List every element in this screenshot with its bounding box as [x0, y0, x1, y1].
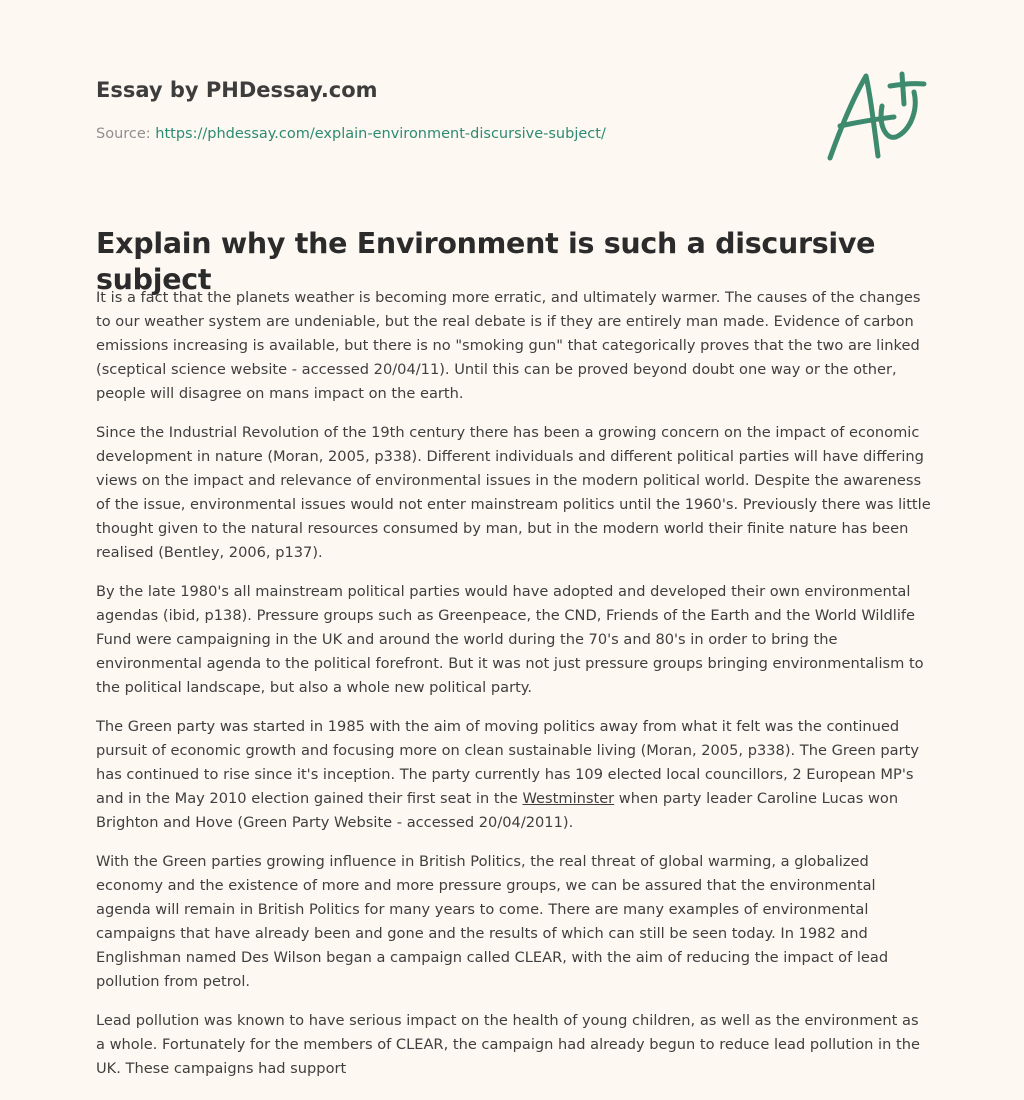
essay-paragraph-4 — [96, 715, 932, 835]
brand-title: Essay by PHDessay.com — [96, 78, 378, 102]
essay-paragraph-2: Since the Industrial Revolution of the 19th century there has been a growing concern on the impact of economic development in nature (Moran, 2005, p338). Different individuals and different political parties will have differing views on the impact and relevance of environmental issues in the modern political world. Despite the awareness of the issue, environmental issues would not enter mainstream politics until the 1960's. Previously there was little thought given to the natural resources consumed by man, but in the modern world their finite nature has been realised (Bentley, 2006, p137). — [96, 424, 931, 561]
source-line — [96, 124, 796, 144]
essay-body — [96, 286, 932, 1096]
paragraph-4-text-start: The Green party was started in 1985 with the aim of moving politics away from what it felt was the continued pursuit of economic growth and focusing more on clean sustainable living (Moran, 2005, p338). The Green party has continued to rise since it's inception. The party currently has 109 elected local councillors, 2 European MP's and in the May 2010 election gained their first seat in the — [96, 718, 919, 807]
a-plus-logo-icon — [818, 62, 930, 166]
essay-paragraph-3: By the late 1980's all mainstream political parties would have adopted and developed their own environmental agendas (ibid, p138). Pressure groups such as Greenpeace, the CND, Friends of the Earth and the World Wildlife Fund were campaigning in the UK and around the world during the 70's and 80's in order to bring the environmental agenda to the political forefront. But it was not just pressure groups bringing environmentalism to the political landscape, but also a whole new political party. — [96, 583, 924, 696]
source-label: Source: — [96, 126, 151, 142]
essay-paragraph-1: It is a fact that the planets weather is becoming more erratic, and ultimately warmer. The causes of the changes to our weather system are undeniable, but the real debate is if they are entirely man made. Evidence of carbon emissions increasing is available, but there is no "smoking gun" that categorically proves that the two are linked (sceptical science website - accessed 20/04/11). Until this can be proved beyond doubt one way or the other, people will disagree on mans impact on the earth. — [96, 289, 921, 402]
essay-title: Explain why the Environment is such a discursive subject — [96, 227, 876, 296]
page-header — [96, 76, 796, 144]
source-link[interactable]: https://phdessay.com/explain-environment-discursive-subject/ — [155, 126, 606, 142]
paragraph-4-text-end: when party leader Caroline Lucas won Brighton and Hove (Green Party Website - accessed 20/04/2011). — [96, 790, 899, 831]
essay-paragraph-5: With the Green parties growing influence in British Politics, the real threat of global warming, a globalized economy and the existence of more and more pressure groups, we can be assured that the environmental agenda will remain in British Politics for many years to come. There are many examples of environmental campaigns that have already been and gone and the results of which can still be seen today. In 1982 and Englishman named Des Wilson began a campaign called CLEAR, with the aim of reducing the impact of lead pollution from petrol. — [96, 853, 889, 990]
westminster-link[interactable]: Westminster — [522, 790, 615, 807]
essay-paragraph-6: Lead pollution was known to have serious impact on the health of young children, as well as the environment as a whole. Fortunately for the members of CLEAR, the campaign had already begun to reduce lead pollution in the UK. These campaigns had support — [96, 1012, 920, 1077]
